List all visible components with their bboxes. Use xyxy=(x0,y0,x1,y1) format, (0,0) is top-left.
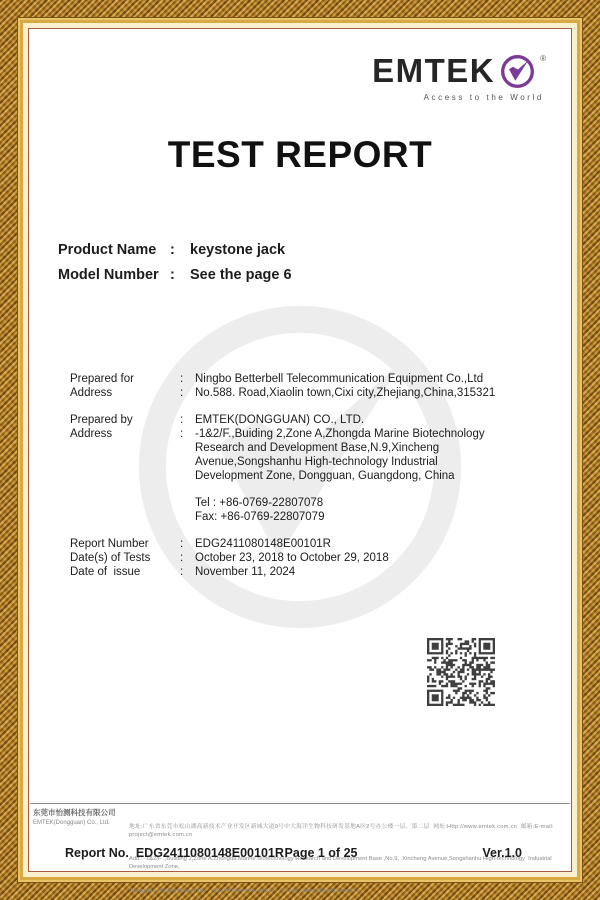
issue-date-label: Date of issue xyxy=(70,566,141,578)
address-line: Development Zone, Dongguan, Guangdong, China xyxy=(195,470,455,482)
test-dates-value: October 23, 2018 to October 29, 2018 xyxy=(195,552,389,564)
colon: : xyxy=(180,387,184,399)
address-label: Address xyxy=(70,428,113,440)
check-circle-icon xyxy=(499,53,536,90)
product-name-value: keystone jack xyxy=(190,242,286,258)
product-name-label: Product Name xyxy=(58,242,157,258)
registered-trademark: ® xyxy=(540,54,546,63)
colon: : xyxy=(170,242,175,258)
address-line: Avenue,Songshanhu High-technology Industrial xyxy=(195,456,438,468)
fax-line: Fax: +86-0769-22807079 xyxy=(195,511,325,523)
prepared-for-address-value: No.588. Road,Xiaolin town,Cixi city,Zhejiang,China,315321 xyxy=(195,387,496,399)
prepared-by-value: EMTEK(DONGGUAN) CO., LTD. xyxy=(195,414,365,426)
prepared-for-block xyxy=(70,372,540,400)
qr-code xyxy=(427,638,495,706)
colon: : xyxy=(180,538,184,550)
prepared-for-value: Ningbo Betterbell Telecommunication Equipment Co.,Ltd xyxy=(195,373,484,385)
report-info-section xyxy=(70,372,540,592)
footer-divider xyxy=(30,803,570,804)
colon: : xyxy=(180,428,184,440)
tel-fax-block xyxy=(195,496,540,524)
page-indicator: Page 1 of 25 xyxy=(284,846,358,860)
bottom-report-no xyxy=(65,846,284,860)
tel-line: Tel : +86-0769-22807078 xyxy=(195,497,324,509)
bottom-report-no-value: EDG2411080148E00101R xyxy=(135,846,284,860)
emtek-logo xyxy=(372,52,546,102)
prepared-for-label: Prepared for xyxy=(70,373,134,385)
model-number-row xyxy=(58,267,292,283)
prepared-for-address-row xyxy=(70,386,540,400)
report-number-value: EDG2411080148E00101R xyxy=(195,538,331,550)
footer-company-name-cn: 东莞市怡测科技有限公司 xyxy=(33,808,116,817)
report-meta-block xyxy=(70,537,540,579)
page-title: TEST REPORT xyxy=(167,134,433,175)
bottom-report-no-label: Report No. xyxy=(65,846,129,860)
report-number-label: Report Number xyxy=(70,538,149,550)
address-line: Research and Development Base,N.9,Xincheng xyxy=(195,442,440,454)
colon: : xyxy=(180,566,184,578)
model-number-label: Model Number xyxy=(58,267,159,283)
address-label: Address xyxy=(70,387,113,399)
colon: : xyxy=(180,373,184,385)
logo-wordmark: EMTEK xyxy=(372,52,496,89)
footer-company-name-en: EMTEK(Dongguan) Co., Ltd. xyxy=(33,820,110,826)
prepared-by-block xyxy=(70,413,540,483)
product-model-block xyxy=(58,242,292,292)
product-name-row xyxy=(58,242,292,258)
document-content xyxy=(30,30,570,894)
issue-date-row xyxy=(70,565,540,579)
address-line: -1&2/F.,Buiding 2,Zone A,Zhongda Marine Biotechnology xyxy=(195,428,485,440)
footer-address-cn: 地址:广东省东莞市松山湖高新技术产业开发区新城大道9号中大海洋生物科技研发基地A区2号办公楼一层、第二层 网址:Http://www.emtek.com.cn 邮箱:E-mail: project@emtek.com.cn xyxy=(129,824,556,838)
footer-address-en1: Add : -1&2/F .,Building 2,Zone A,Zhongda Marine Biotechnology Research and Development Base ,No.9, Xincheng Avenue,Songshanhu High-technology Industrial Development Zone, xyxy=(129,856,554,870)
prepared-by-label: Prepared by xyxy=(70,414,133,426)
model-number-value: See the page 6 xyxy=(190,267,292,283)
test-dates-row xyxy=(70,551,540,565)
footer-address-en2: Dongguan, Guangdong,China Http://www.emtek.com.cn E-mail: project@emtek.com.cn xyxy=(129,888,361,894)
report-number-row xyxy=(70,537,540,551)
issue-date-value: November 11, 2024 xyxy=(195,566,296,578)
version-label: Ver.1.0 xyxy=(482,846,522,860)
prepared-by-address-value xyxy=(195,427,540,483)
colon: : xyxy=(170,267,175,283)
bottom-bar xyxy=(30,846,570,862)
colon: : xyxy=(180,552,184,564)
logo-tagline: Access to the World xyxy=(423,93,544,102)
colon: : xyxy=(180,414,184,426)
prepared-by-address-row xyxy=(70,427,540,483)
test-dates-label: Date(s) of Tests xyxy=(70,552,151,564)
prepared-by-row xyxy=(70,413,540,427)
prepared-for-row xyxy=(70,372,540,386)
